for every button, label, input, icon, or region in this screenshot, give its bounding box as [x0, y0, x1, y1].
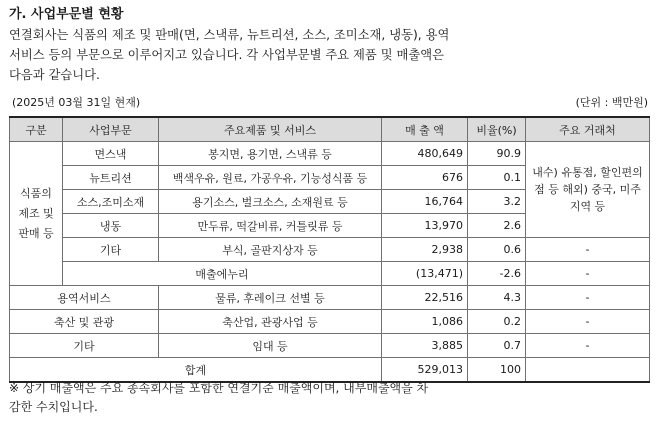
ratio-cell: 0.7: [468, 334, 526, 358]
products-cell: 부식, 골판지상자 등: [159, 238, 382, 262]
sales-cell: 1,086: [382, 310, 468, 334]
products-cell: 용기소스, 벌크소스, 소재원료 등: [159, 190, 382, 214]
food-group-label: 식품의 제조 및 판매 등: [10, 142, 63, 286]
table-row: [10, 286, 650, 310]
as-of-date: (2025년 03월 31일 현재): [12, 96, 141, 109]
group-cell: 용역서비스: [10, 286, 159, 310]
products-cell: 축산업, 관광사업 등: [159, 310, 382, 334]
group-cell: 축산 및 관광: [10, 310, 159, 334]
total-sales: 529,013: [382, 358, 468, 383]
unit-label: (단위 : 백만원): [575, 96, 648, 109]
total-ratio: 100: [468, 358, 526, 383]
products-cell: 만두류, 떡갈비류, 커틀릿류 등: [159, 214, 382, 238]
footnote: [9, 379, 654, 417]
sales-cell: 480,649: [382, 142, 468, 166]
sales-cell: 16,764: [382, 190, 468, 214]
header-products: 주요제품 및 서비스: [159, 117, 382, 142]
header-ratio: 비율(%): [468, 117, 526, 142]
table-row: [10, 310, 650, 334]
footnote-line: ※ 상기 매출액은 주요 종속회사를 포함한 연결기준 매출액이며, 내부매출액을 차: [9, 381, 429, 395]
sales-cell: 3,885: [382, 334, 468, 358]
elimination-label: 매출에누리: [63, 262, 382, 286]
segment-cell: 면스낵: [63, 142, 159, 166]
ratio-cell: 2.6: [468, 214, 526, 238]
products-cell: 봉지면, 용기면, 스낵류 등: [159, 142, 382, 166]
section-title: 가. 사업부문별 현황: [9, 7, 124, 22]
products-cell: 임대 등: [159, 334, 382, 358]
segment-cell: 소스,조미소재: [63, 190, 159, 214]
ratio-cell: 90.9: [468, 142, 526, 166]
segment-cell: 뉴트리션: [63, 166, 159, 190]
intro-line: 서비스 등의 부문으로 이루어지고 있습니다. 각 사업부문별 주요 제품 및 매출액은: [9, 48, 444, 62]
products-cell: 물류, 후레이크 선별 등: [159, 286, 382, 310]
table-header-row: [10, 117, 650, 142]
group-cell: 기타: [10, 334, 159, 358]
header-category: 구분: [10, 117, 63, 142]
intro-line: 연결회사는 식품의 제조 및 판매(면, 스낵류, 뉴트리션, 소스, 조미소재, 냉동), 용역: [9, 28, 450, 42]
sales-cell: 2,938: [382, 238, 468, 262]
business-segment-table: [9, 116, 650, 383]
sales-cell: 13,970: [382, 214, 468, 238]
sales-cell: 676: [382, 166, 468, 190]
customer-cell: -: [526, 334, 650, 358]
customer-cell: -: [526, 262, 650, 286]
ratio-cell: -2.6: [468, 262, 526, 286]
customer-cell: -: [526, 286, 650, 310]
table-row: [10, 142, 650, 166]
sales-cell: 22,516: [382, 286, 468, 310]
total-label: 합계: [10, 358, 382, 383]
segment-cell: 기타: [63, 238, 159, 262]
customer-cell: -: [526, 238, 650, 262]
products-cell: 백색우유, 원료, 가공우유, 기능성식품 등: [159, 166, 382, 190]
header-sales: 매 출 액: [382, 117, 468, 142]
ratio-cell: 4.3: [468, 286, 526, 310]
header-customers: 주요 거래처: [526, 117, 650, 142]
table-row: [10, 262, 650, 286]
intro-line: 다음과 같습니다.: [9, 68, 100, 82]
customer-cell: -: [526, 310, 650, 334]
segment-cell: 냉동: [63, 214, 159, 238]
ratio-cell: 3.2: [468, 190, 526, 214]
sales-cell: (13,471): [382, 262, 468, 286]
food-customer-cell: 내수) 유통점, 할인편의점 등 해외) 중국, 미주 지역 등: [526, 142, 650, 238]
ratio-cell: 0.1: [468, 166, 526, 190]
table-row: [10, 238, 650, 262]
ratio-cell: 0.2: [468, 310, 526, 334]
intro-paragraph: [9, 25, 654, 85]
table-row: [10, 334, 650, 358]
header-segment: 사업부문: [63, 117, 159, 142]
ratio-cell: 0.6: [468, 238, 526, 262]
footnote-line: 감한 수치입니다.: [9, 400, 98, 414]
